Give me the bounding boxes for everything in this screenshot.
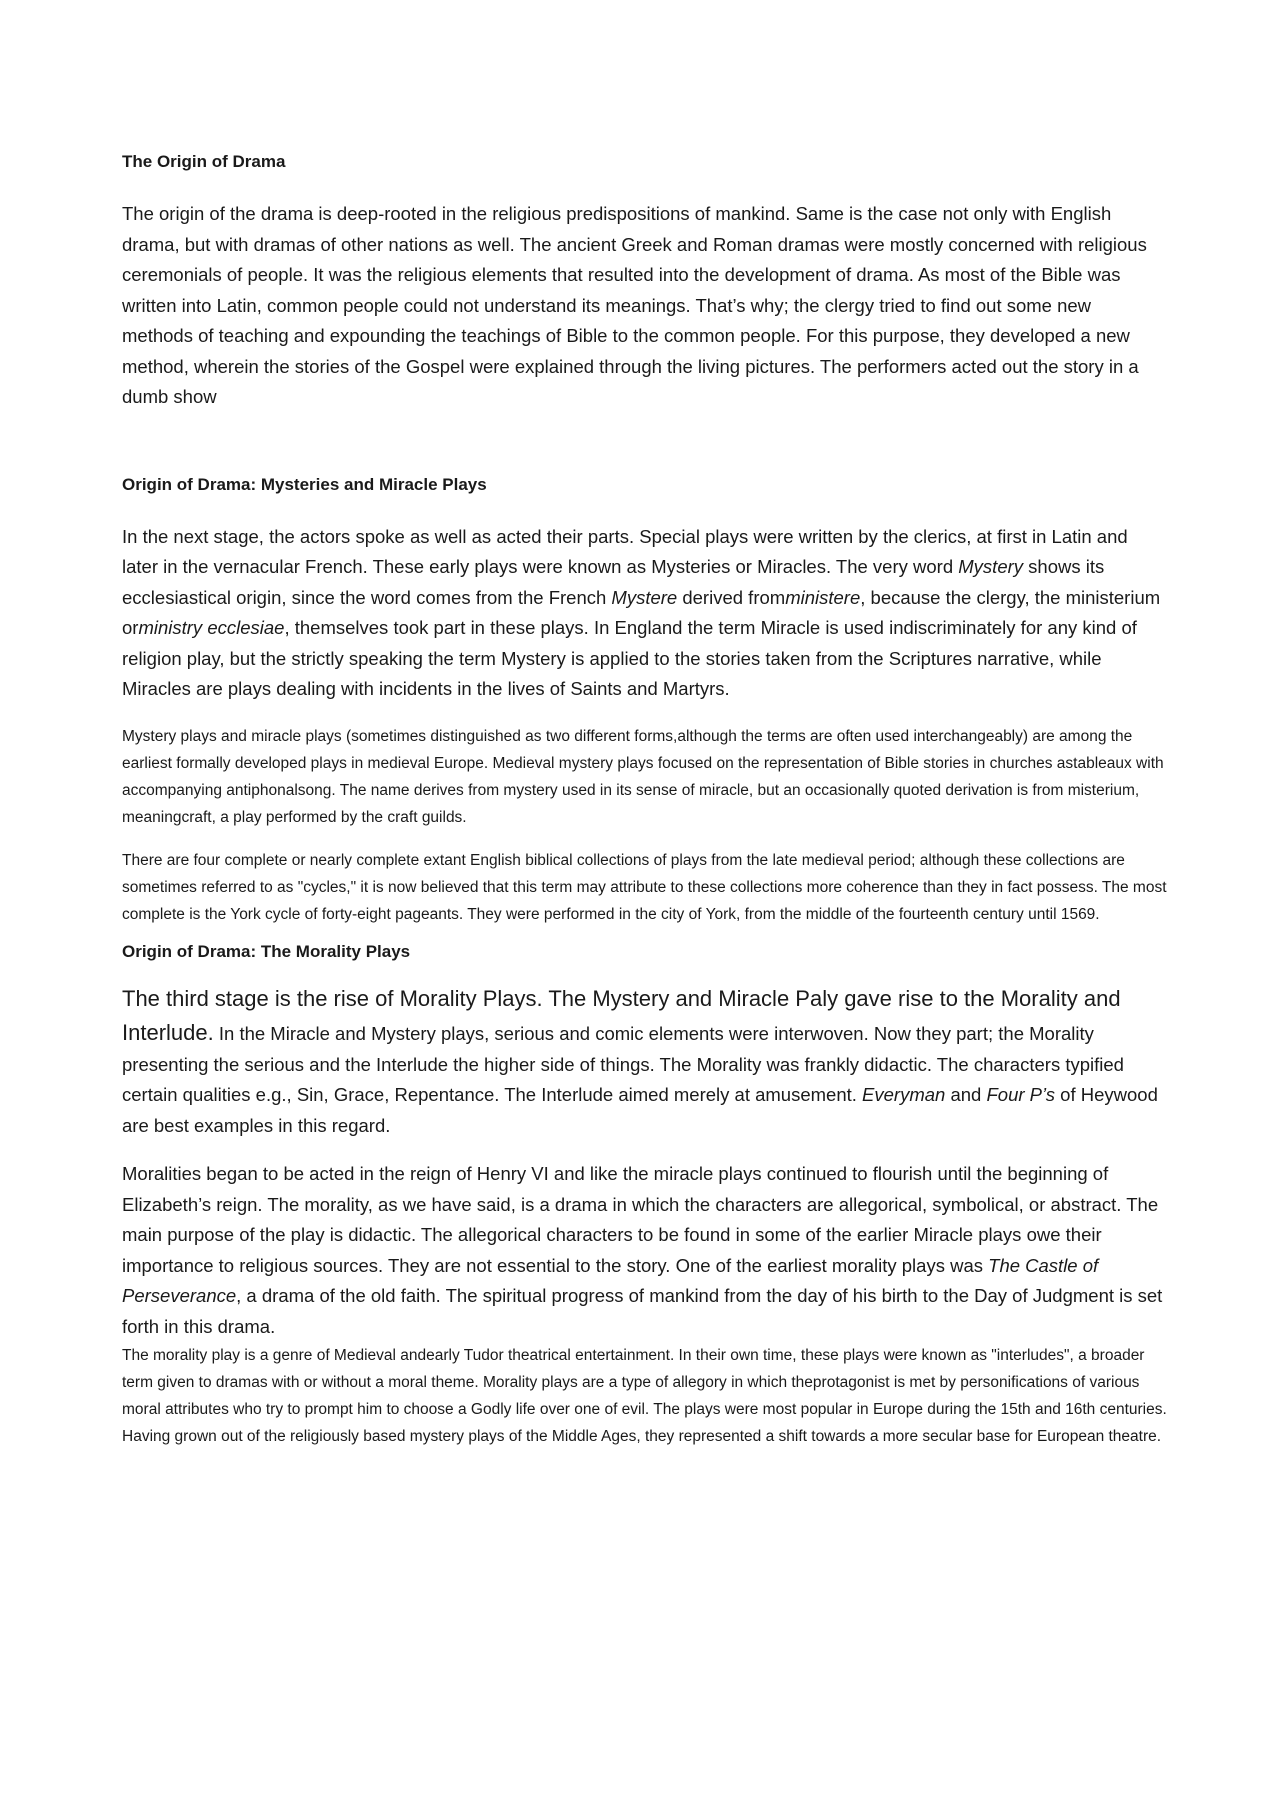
text-run: In the Miracle and Mystery plays, serious and comic elements were interwoven. Now they part; the Morality presenting the serious and the Interlude the higher side of things. The Morality was frankly didactic. The characters typified certain qualities e.g., Sin, Grace, Repentance. The Interlude aimed merely at amusement.	[122, 1022, 1124, 1105]
paragraph-origin: The origin of the drama is deep-rooted in the religious predispositions of mankind. Same is the case not only with English drama, but with dramas of other nations as well. The ancient Greek and Roman dramas were mostly concerned with religious ceremonials of people. It was the religious elements that resulted into the development of drama. As most of the Bible was written into Latin, common people could not understand its meanings. That’s why; the clergy tried to find out some new methods of teaching and expounding the teachings of Bible to the common people. For this purpose, they developed a new method, wherein the stories of the Gospel were explained through the living pictures. The performers acted out the story in a dumb show	[122, 203, 1147, 407]
text-run: Moralities began to be acted in the reign of Henry VI and like the miracle plays continued to flourish until the beginning of Elizabeth’s reign. The morality, as we have said, is a drama in which the characters are allegorical, symbolical, or abstract. The main purpose of the play is didactic. The allegorical characters to be found in some of the earlier Miracle plays owe their importance to religious sources. They are not essential to the story. One of the earliest morality plays was	[122, 1163, 1159, 1276]
emphasis-run: Mystery	[958, 556, 1024, 577]
text-run: derived from	[677, 586, 786, 608]
text-run: , because the clergy, the ministerium or	[122, 586, 1161, 638]
paragraph-mysteries-definition: Mystery plays and miracle plays (sometimes distinguished as two different forms,although the terms are often used interchangeably) are among the earliest formally developed plays in medieval Europe. Medieval mystery plays focused on the representation of Bible stories in churches astableaux with accompanying antiphonalsong. The name derives from mystery used in its sense of miracle, but an occasionally quoted derivation is from misterium, meaningcraft, a play performed by the craft guilds.	[122, 727, 1164, 826]
paragraph-morality-intro	[122, 982, 1167, 1142]
text-run: , themselves took part in these plays. In England the term Miracle is used indiscriminately for any kind of religion play, but the strictly speaking the term Mystery is applied to the stories taken from the Scriptures narrative, while Miracles are plays dealing with incidents in the lives of Saints and Martyrs.	[122, 617, 1137, 699]
paragraph-moralities-history	[122, 1159, 1167, 1342]
emphasis-run: Everyman	[862, 1084, 946, 1105]
lead-sentence: The third stage is the rise of Morality Plays. The Mystery and Miracle Paly gave rise to the Morality and Interlude.	[122, 985, 1121, 1045]
paragraph-morality-genre: The morality play is a genre of Medieval andearly Tudor theatrical entertainment. In their own time, these plays were known as "interludes", a broader term given to dramas with or without a moral theme. Morality plays are a type of allegory in which theprotagonist is met by personifications of various moral attributes who try to prompt him to choose a Godly life over one of evil. The plays were most popular in Europe during the 15th and 16th centuries. Having grown out of the religiously based mystery plays of the Middle Ages, they represented a shift towards a more secular base for European theatre.	[122, 1347, 1167, 1445]
emphasis-run: Four P’s	[986, 1084, 1056, 1105]
emphasis-run: ministry ecclesiae	[138, 617, 285, 638]
document-page	[122, 150, 1167, 1450]
paragraph-mysteries-cycles: There are four complete or nearly complete extant English biblical collections of plays from the late medieval period; although these collections are sometimes referred to as "cycles," it is now believed that this term may attribute to these collections more coherence than they in fact possess. The most complete is the York cycle of forty-eight pageants. They were performed in the city of York, from the middle of the fourteenth century until 1569.	[122, 851, 1167, 923]
text-run: shows its ecclesiastical origin, since the word comes from the French	[122, 556, 1105, 608]
section-heading-mysteries: Origin of Drama: Mysteries and Miracle Plays	[122, 474, 487, 494]
text-run: and	[945, 1084, 987, 1105]
section-heading-origin: The Origin of Drama	[122, 152, 286, 171]
emphasis-run: ministere	[785, 586, 861, 608]
text-run: of Heywood are best examples in this regard.	[122, 1084, 1158, 1136]
paragraph-mysteries-intro	[122, 522, 1167, 705]
text-run: , a drama of the old faith. The spiritual progress of mankind from the day of his birth to the Day of Judgment is set forth in this drama.	[122, 1285, 1163, 1337]
emphasis-run: Mystere	[611, 586, 678, 608]
text-run: In the next stage, the actors spoke as well as acted their parts. Special plays were written by the clerics, at first in Latin and later in the vernacular French. These early plays were known as Mysteries or Miracles. The very word	[122, 525, 1128, 577]
section-heading-morality: Origin of Drama: The Morality Plays	[122, 941, 411, 961]
emphasis-run: The Castle of Perseverance	[122, 1254, 1099, 1306]
